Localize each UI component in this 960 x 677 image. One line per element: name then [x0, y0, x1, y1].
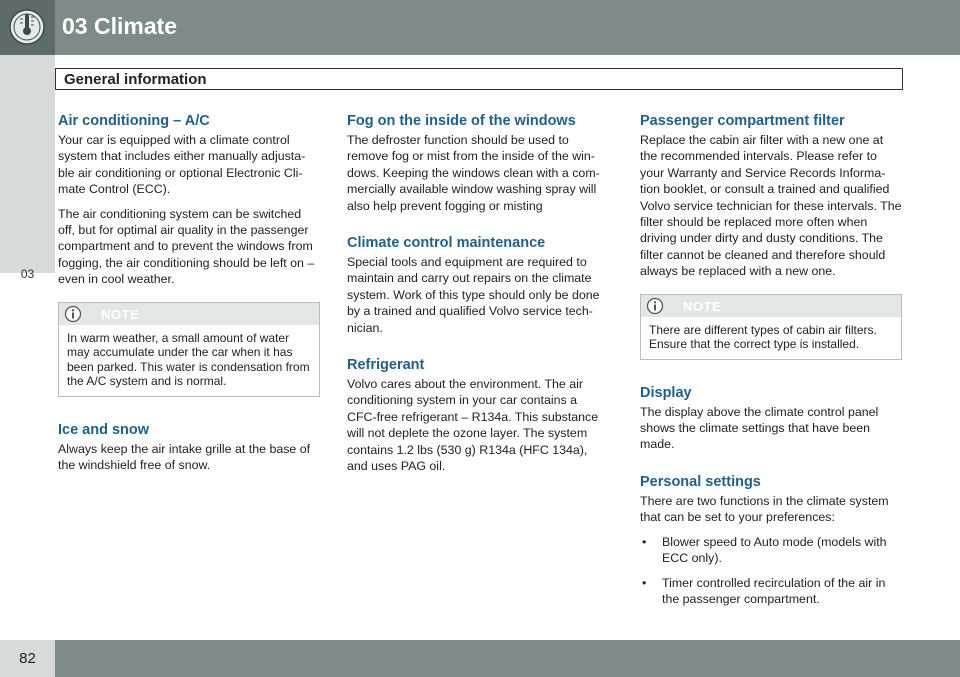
section-title: General information — [64, 71, 207, 88]
info-icon — [646, 297, 664, 315]
column-2 — [347, 112, 609, 483]
note-text: There are different types of cabin air filters. Ensure that the correct type is installed. — [649, 322, 877, 352]
refrigerant-heading: Refrigerant — [347, 357, 425, 374]
page-number-box — [0, 640, 55, 677]
personal-settings-paragraph: There are two functions in the climate system that can be set to your preferences: — [640, 493, 889, 525]
fog-heading: Fog on the inside of the windows — [347, 113, 576, 129]
filter-paragraph: Replace the cabin air filter with a new one at the recommended intervals. Please refer to your Warranty and Service Records Informa-tion booklet, or consult a trained and qualified Volvo service technician for these intervals. The filter should be replaced more often when driving under dirty and dusty conditions. The filter cannot be cleaned and therefore should always be replaced with a new one. — [640, 133, 902, 279]
maintenance-heading: Climate control maintenance — [347, 235, 546, 252]
personal-settings-list — [640, 534, 902, 608]
bullet: • — [642, 534, 647, 549]
note-box — [58, 302, 320, 397]
ac-paragraph-1: Your car is equipped with a climate control system that includes either manually adjusta-ble air conditioning or optional Electronic Cli-mate Control (ECC). — [58, 133, 306, 197]
display-heading: Display — [640, 384, 692, 401]
list-item-text: Blower speed to Auto mode (models with ECC only). — [662, 534, 887, 566]
note-header — [641, 295, 901, 317]
section-bar — [55, 68, 903, 90]
note-header — [59, 303, 319, 325]
refrigerant-paragraph: Volvo cares about the environment. The air conditioning system in your car contains a CFC-free refrigerant – R134a. This substance will not deplete the ozone layer. The system contains 1.2 lbs (530 g) R134a (HFC 134a), and uses PAG oil. — [347, 377, 599, 474]
list-item — [640, 534, 902, 567]
bullet: • — [642, 575, 647, 590]
fog-paragraph: The defroster function should be used to remove fog or mist from the inside of the win-dows. Keeping the windows clean with a com-mercially available window washing spray will also help prevent fogging or misting — [347, 133, 600, 213]
ice-paragraph: Always keep the air intake grille at the base of the windshield free of snow. — [58, 441, 311, 473]
personal-settings-heading: Personal settings — [640, 473, 761, 490]
list-item-text: Timer controlled recirculation of the air in the passenger compartment. — [662, 575, 886, 606]
side-tab-label: 03 — [20, 267, 35, 281]
chapter-side-tab — [0, 55, 55, 281]
ac-heading: Air conditioning – A/C — [58, 113, 210, 129]
info-icon — [64, 305, 82, 323]
filter-heading: Passenger compartment filter — [640, 113, 845, 129]
thermometer-icon — [0, 0, 55, 55]
page-footer — [0, 640, 960, 677]
column-1 — [58, 112, 320, 481]
note-box — [640, 294, 902, 360]
ac-paragraph-2: The air conditioning system can be switched off, but for optimal air quality in the passenger compartment and to prevent the windows from fogging, the air conditioning should be left on – even in cool weather. — [58, 206, 315, 287]
column-3 — [640, 112, 902, 615]
chapter-icon-box — [0, 0, 55, 55]
chapter-header — [0, 0, 960, 55]
maintenance-paragraph: Special tools and equipment are required to maintain and carry out repairs on the climate system. Work of this type should only be done by a trained and qualified Volvo service tech-nician. — [347, 255, 600, 335]
page-number: 82 — [19, 650, 36, 667]
list-item — [640, 575, 902, 608]
ice-heading: Ice and snow — [58, 421, 150, 438]
note-label: NOTE — [101, 306, 140, 322]
note-text: In warm weather, a small amount of water may accumulate under the car when it has been parked. This water is condensation from the A/C system and is normal. — [67, 330, 310, 389]
chapter-title: 03 Climate — [62, 13, 178, 39]
display-paragraph: The display above the climate control panel shows the climate settings that have been made. — [640, 404, 879, 452]
note-label: NOTE — [683, 298, 722, 314]
